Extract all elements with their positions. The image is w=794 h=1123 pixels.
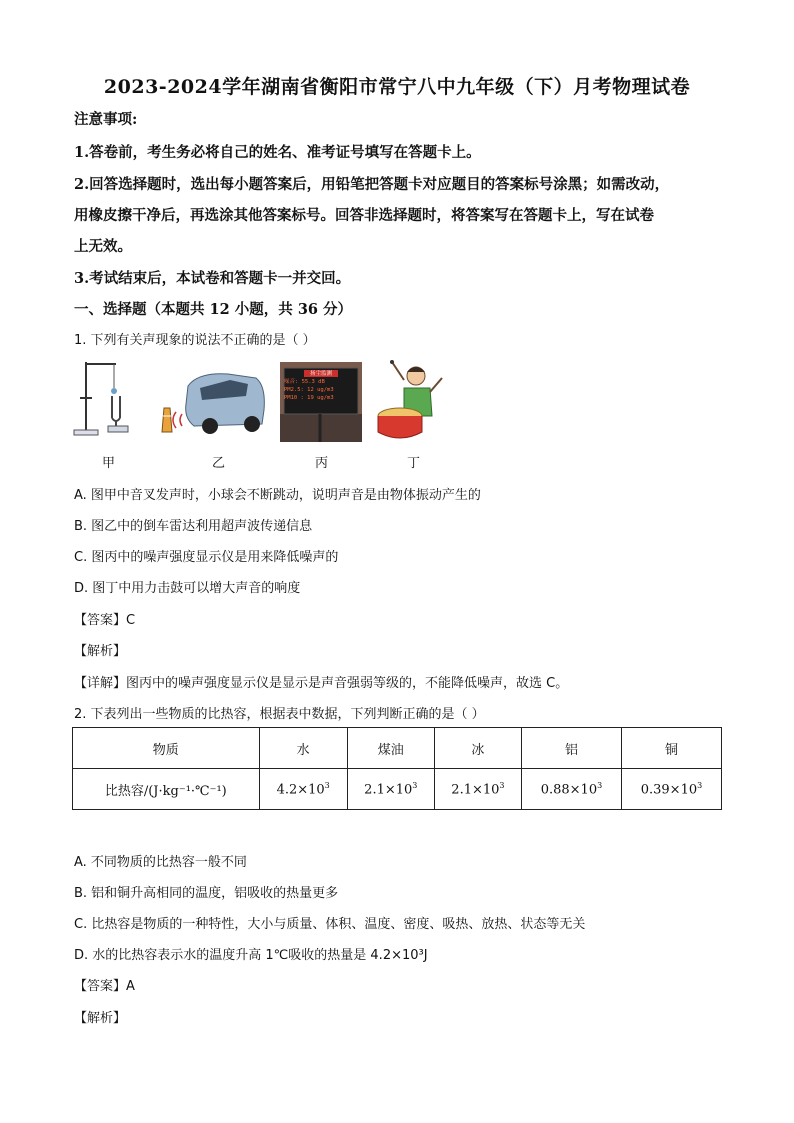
q1-detail: 【详解】图丙中的噪声强度显示仪是显示是声音强弱等级的，不能降低噪声，故选 C。 — [74, 676, 569, 691]
table-cell — [434, 769, 521, 810]
notice-item-3: 3.考试结束后，本试卷和答题卡一并交回。 — [74, 270, 351, 287]
cell-mantissa: 0.88×10 — [540, 782, 598, 798]
figure-label-bing: 丙 — [315, 456, 329, 471]
sign-title: 扬尘监测 — [309, 371, 332, 377]
notice-item-2-line-2: 用橡皮擦干净后，再选涂其他答案标号。回答非选择题时，将答案写在答题卡上，写在试卷 — [74, 207, 654, 224]
q2-option-d: D. 水的比热容表示水的温度升高 1℃吸收的热量是 4.2×10³J — [74, 948, 428, 963]
q1-answer: 【答案】C — [74, 613, 136, 628]
cell-exponent: 3 — [324, 780, 330, 790]
cell-mantissa: 2.1×10 — [364, 782, 413, 798]
notice-item-1: 1.答卷前，考生务必将自己的姓名、准考证号填写在答题卡上。 — [74, 144, 481, 161]
table-cell — [521, 769, 621, 810]
cell-mantissa: 2.1×10 — [451, 782, 500, 798]
cell-mantissa: 4.2×10 — [276, 782, 325, 798]
sign-noise: 噪音: 55.3 dB — [284, 379, 325, 385]
sign-pm25: PM2.5: 12 ug/m3 — [284, 387, 334, 393]
tuning-fork-figure — [72, 358, 134, 438]
q2-option-b: B. 铝和铜升高相同的温度，铝吸收的热量更多 — [74, 886, 339, 901]
cell-mantissa: 0.39×10 — [640, 782, 698, 798]
q1-option-b: B. 图乙中的倒车雷达利用超声波传递信息 — [74, 519, 313, 534]
notice-item-2-line-3: 上无效。 — [74, 238, 132, 255]
cell-exponent: 3 — [412, 780, 418, 790]
table-header-cell: 铜 — [621, 728, 721, 769]
q1-stem: 1. 下列有关声现象的说法不正确的是（ ） — [74, 333, 316, 348]
table-cell — [621, 769, 721, 810]
table-row-label: 比热容/(J·kg⁻¹·℃⁻¹) — [73, 769, 260, 810]
table-header-cell: 煤油 — [347, 728, 434, 769]
table-header-cell: 铝 — [521, 728, 621, 769]
q2-stem: 2. 下表列出一些物质的比热容，根据表中数据，下列判断正确的是（ ） — [74, 707, 485, 722]
figure-label-jia: 甲 — [102, 456, 116, 471]
table-header-row — [73, 728, 722, 769]
q1-option-c: C. 图丙中的噪声强度显示仪是用来降低噪声的 — [74, 550, 339, 565]
table-header-cell: 冰 — [434, 728, 521, 769]
q1-figures — [72, 358, 452, 471]
q2-option-c: C. 比热容是物质的一种特性，大小与质量、体积、温度、密度、吸热、放热、状态等无关 — [74, 917, 586, 932]
figure-label-yi: 乙 — [212, 456, 226, 471]
car-radar-figure — [158, 366, 268, 438]
q2-answer: 【答案】A — [74, 979, 135, 994]
q2-option-a: A. 不同物质的比热容一般不同 — [74, 855, 247, 870]
noise-display-text — [284, 370, 358, 402]
cell-exponent: 3 — [697, 780, 703, 790]
page-title: 2023-2024学年湖南省衡阳市常宁八中九年级（下）月考物理试卷 — [103, 76, 691, 98]
sign-pm10: PM10 : 19 ug/m3 — [284, 395, 334, 401]
notice-heading: 注意事项: — [74, 111, 138, 128]
section-heading: 一、选择题（本题共 12 小题，共 36 分） — [74, 301, 353, 318]
figure-label-ding: 丁 — [407, 456, 421, 471]
q1-option-d: D. 图丁中用力击鼓可以增大声音的响度 — [74, 581, 301, 596]
table-row — [73, 769, 722, 810]
table-cell — [347, 769, 434, 810]
q1-analysis: 【解析】 — [74, 644, 127, 659]
q2-analysis: 【解析】 — [74, 1011, 127, 1026]
table-header-cell: 物质 — [73, 728, 260, 769]
table-cell — [259, 769, 347, 810]
table-header-cell: 水 — [259, 728, 347, 769]
specific-heat-table — [72, 727, 722, 810]
cell-exponent: 3 — [499, 780, 505, 790]
drum-boy-figure — [374, 358, 448, 442]
cell-exponent: 3 — [597, 780, 603, 790]
notice-item-2-line-1: 2.回答选择题时，选出每小题答案后，用铅笔把答题卡对应题目的答案标号涂黑；如需改动， — [74, 176, 670, 193]
q1-option-a: A. 图甲中音叉发声时，小球会不断跳动，说明声音是由物体振动产生的 — [74, 488, 481, 503]
